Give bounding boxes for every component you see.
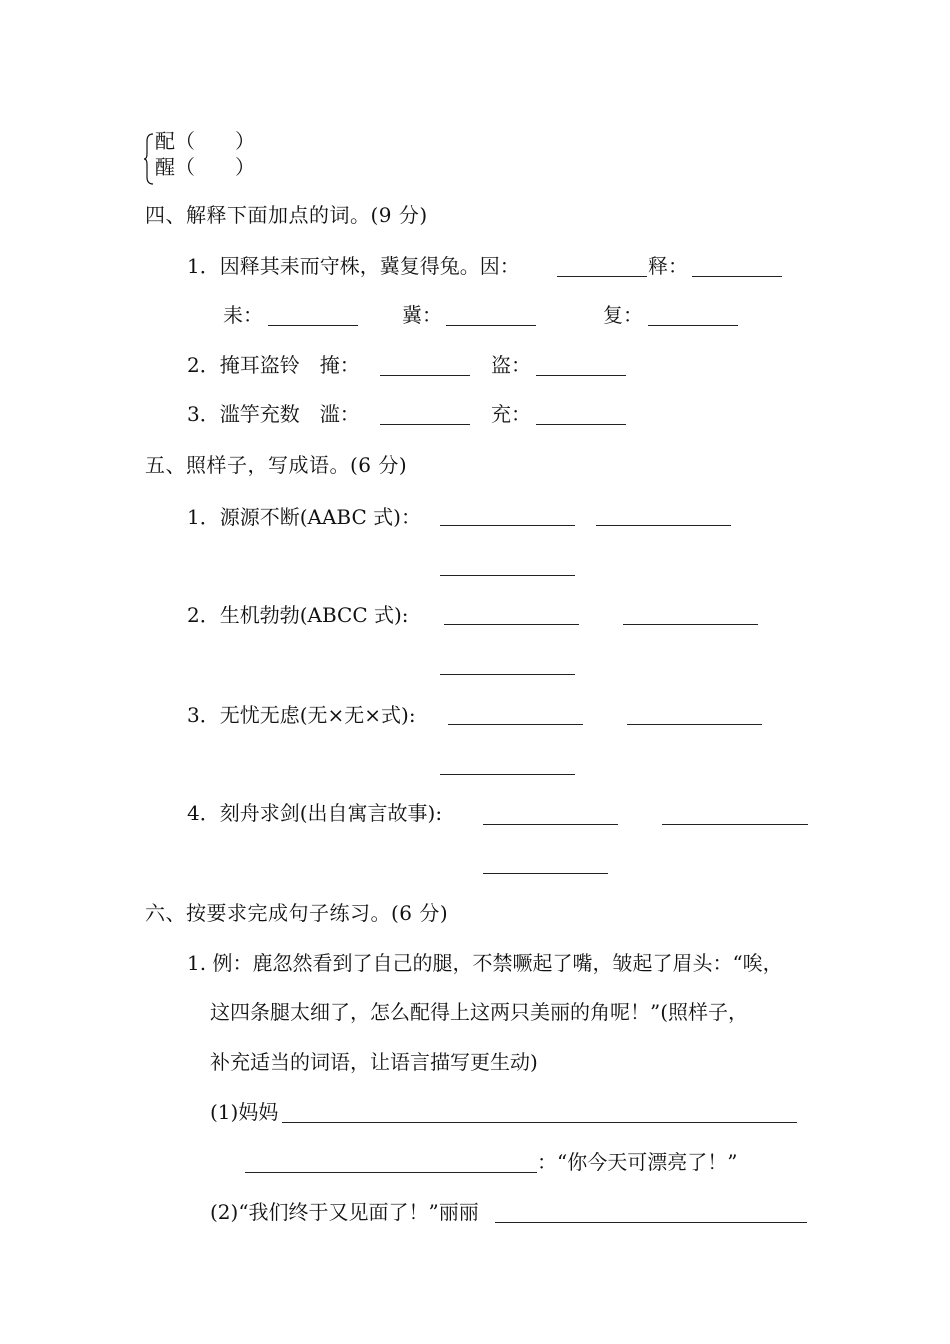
s4-q2-text: 2．掩耳盗铃 掩：: [187, 353, 360, 377]
s4-q1-answer-fu[interactable]: [648, 325, 738, 326]
s6-q1-line-2: 这四条腿太细了，怎么配得上这两只美丽的角呢！”(照样子，: [210, 1000, 749, 1024]
s4-q1-answer-yin[interactable]: [557, 276, 647, 277]
s5-q2-answer-3[interactable]: [440, 674, 575, 675]
s6-sub1-suffix: ：“你今天可漂亮了！”: [537, 1150, 738, 1174]
section-6-heading: 六、按要求完成句子练习。(6 分): [145, 901, 449, 925]
s4-q3-chong-label: 充：: [491, 402, 531, 426]
s5-q3-answer-3[interactable]: [440, 774, 575, 775]
s4-q1-lei-label: 耒：: [223, 303, 263, 327]
s4-q1-shi-label: 释：: [648, 254, 688, 278]
s6-sub1-answer-1[interactable]: [282, 1122, 797, 1123]
s4-q3-text: 3．滥竽充数 滥：: [187, 402, 360, 426]
s4-q1-answer-lei[interactable]: [268, 325, 358, 326]
s5-q1-text: 1．源源不断(AABC 式)：: [187, 505, 421, 529]
s4-q2-answer-yan[interactable]: [380, 375, 470, 376]
s5-q3-answer-1[interactable]: [448, 724, 583, 725]
s4-q1-answer-ji[interactable]: [446, 325, 536, 326]
s6-q1-line-3: 补充适当的词语，让语言描写更生动): [210, 1050, 538, 1074]
s5-q4-answer-3[interactable]: [483, 873, 608, 874]
s6-q1-line-1: 1. 例：鹿忽然看到了自己的腿，不禁噘起了嘴，皱起了眉头：“唉，: [187, 951, 783, 975]
s5-q1-answer-1[interactable]: [440, 525, 575, 526]
pair-line-1: 配（ ）: [155, 129, 255, 153]
s6-sub2-answer[interactable]: [495, 1222, 807, 1223]
s4-q1-fu-label: 复：: [603, 303, 643, 327]
s6-sub2-prefix: (2)“我们终于又见面了！”丽丽: [210, 1200, 479, 1224]
s5-q1-answer-2[interactable]: [596, 525, 731, 526]
s4-q1-ji-label: 冀：: [402, 303, 442, 327]
section-4-heading: 四、解释下面加点的词。(9 分): [145, 203, 428, 227]
s6-sub1-answer-2[interactable]: [245, 1172, 537, 1173]
s5-q3-text: 3．无忧无虑(无×无×式):: [187, 703, 416, 727]
s5-q3-answer-2[interactable]: [627, 724, 762, 725]
section-5-heading: 五、照样子，写成语。(6 分): [145, 453, 408, 477]
s5-q2-answer-2[interactable]: [623, 624, 758, 625]
s4-q2-answer-dao[interactable]: [536, 375, 626, 376]
s5-q4-text: 4．刻舟求剑(出自寓言故事):: [187, 801, 443, 825]
s4-q1-text: 1．因释其耒而守株，冀复得兔。因：: [187, 254, 520, 278]
s5-q2-text: 2．生机勃勃(ABCC 式):: [187, 603, 409, 627]
s4-q1-answer-shi[interactable]: [692, 276, 782, 277]
s6-sub1-prefix: (1)妈妈: [210, 1100, 279, 1124]
s5-q4-answer-1[interactable]: [483, 824, 618, 825]
s4-q2-dao-label: 盗：: [491, 353, 531, 377]
s4-q3-answer-lan[interactable]: [380, 424, 470, 425]
brace-icon: [143, 133, 155, 185]
s5-q4-answer-2[interactable]: [662, 824, 808, 825]
s5-q1-answer-3[interactable]: [440, 575, 575, 576]
s5-q2-answer-1[interactable]: [444, 624, 579, 625]
pair-line-2: 醒（ ）: [155, 155, 255, 179]
s4-q3-answer-chong[interactable]: [536, 424, 626, 425]
